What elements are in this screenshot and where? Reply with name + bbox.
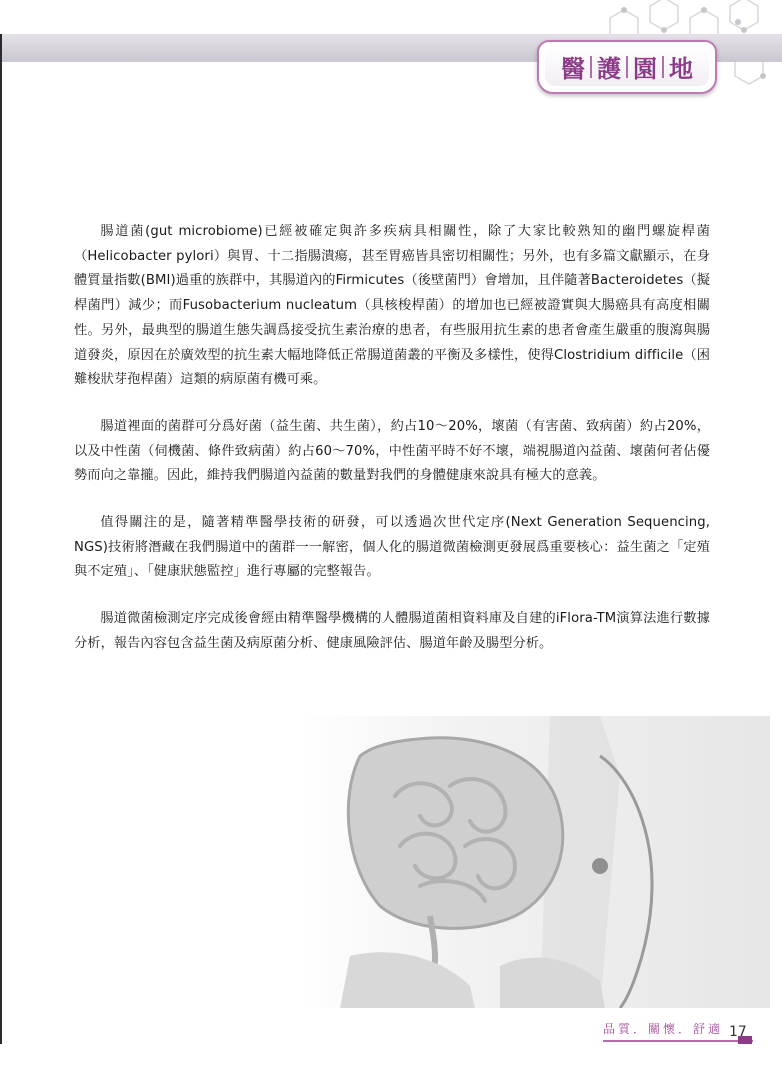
footer-motto: 品質．關懷．舒適 [603,1022,724,1036]
page-left-rule [0,34,2,1044]
page-footer [603,1020,747,1040]
article-paragraph: 腸道菌(gut microbiome)已經被確定與許多疾病具相關性，除了大家比較熟知的幽門螺旋桿菌（Helicobacter pylori）與胃、十二指腸潰瘍，甚至胃癌皆具密切相關性；另外，也有多篇文獻顯示，在身體質量指數(BMI)過重的族群中，其腸道內的Firmicutes（後壁菌門）會增加，且伴隨著Bacteroidetes（擬桿菌門）減少；而Fusobacterium nucleatum（具核梭桿菌）的增加也已經被證實與大腸癌具有高度相關性。另外，最典型的腸道生態失調爲接受抗生素治療的患者，有些服用抗生素的患者會產生嚴重的腹瀉與腸道發炎，原因在於廣效型的抗生素大幅地降低正常腸道菌叢的平衡及多樣性，使得Clostridium difficile（困難梭狀芽孢桿菌）這類的病原菌有機可乘。 [74,224,710,388]
section-title [556,49,698,84]
article-paragraph: 值得關注的是，隨著精準醫學技術的研發，可以透過次世代定序(Next Generation Sequencing, NGS)技術將潛藏在我們腸道中的菌群一一解密，個人化的腸道微菌檢測更發展爲重要核心：益生菌之「定殖與不定殖」、「健康狀態監控」進行專屬的完整報告。 [74,515,710,580]
footer-rule [603,1040,753,1042]
section-title-char: 園 [633,55,657,83]
section-title-tab [537,40,717,94]
section-title-char: 醫 [561,55,585,83]
section-title-char: 護 [597,55,621,83]
section-title-divider [590,56,592,78]
article-paragraph: 腸道裡面的菌群可分爲好菌（益生菌、共生菌），約占10～20%，壞菌（有害菌、致病菌）約占20%，以及中性菌（伺機菌、條件致病菌）約占60～70%，中性菌平時不好不壞，端視腸道內益菌、壞菌何者佔優勢而向之靠攏。因此，維持我們腸道內益菌的數量對我們的身體健康來說具有極大的意義。 [74,418,710,484]
section-title-divider [662,56,664,78]
intestine-illustration [300,716,770,1008]
section-title-divider [626,56,628,78]
article-paragraph: 腸道微菌檢測定序完成後會經由精準醫學機構的人體腸道菌相資料庫及自建的iFlora-TM演算法進行數據分析，報告內容包含益生菌及病原菌分析、健康風險評估、腸道年齡及腸型分析。 [74,611,710,651]
section-title-tab-inner [545,47,709,86]
section-title-char: 地 [669,55,693,83]
article-body [74,220,710,679]
page-number: 17 [729,1024,747,1040]
